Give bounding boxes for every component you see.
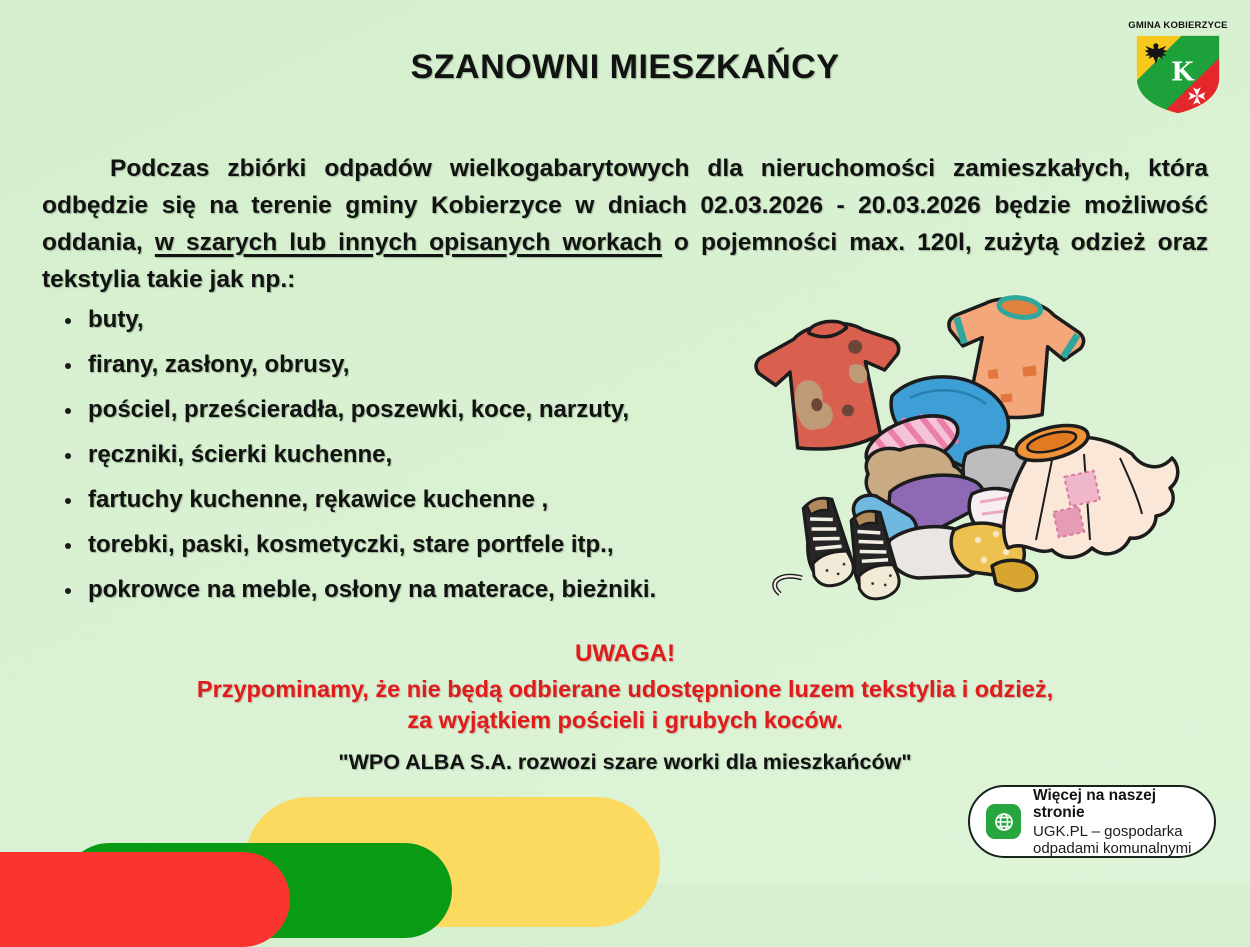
list-item: pościel, prześcieradła, poszewki, koce, narzuty, <box>60 396 740 424</box>
list-item: buty, <box>60 306 740 334</box>
page-title: SZANOWNI MIESZKAŃCY <box>410 48 840 86</box>
warning-line2: za wyjątkiem pościeli i grubych koców. <box>407 707 843 733</box>
intro-underlined: w szarych lub innych opisanych workach <box>154 229 662 256</box>
decorative-red-shape <box>0 852 290 947</box>
patched-skirt-icon <box>1004 419 1178 557</box>
intro-part1: Podczas zbiórki odpadów wielkogabarytowych dla nieruchomości zamieszkałych, która odbędzie się na terenie gminy Kobierzyce w dniach 02.03.2026 - 20.03.2026 będzie możliwość oddania, <box>42 155 1208 256</box>
intro-part2: o pojemności max. 120l, zużytą odzież oraz tekstylia takie jak np.: <box>42 229 1209 293</box>
list-item: ręczniki, ścierki kuchenne, <box>60 441 740 469</box>
badge-text <box>1033 787 1200 857</box>
list-item: firany, zasłony, obrusy, <box>60 351 740 379</box>
crest-monogram: K <box>1171 57 1194 88</box>
globe-icon <box>986 804 1021 839</box>
website-badge <box>968 785 1216 858</box>
list-item: fartuchy kuchenne, rękawice kuchenne , <box>60 486 740 514</box>
intro-paragraph <box>42 150 1208 298</box>
municipal-crest <box>1124 20 1232 115</box>
crest-caption: GMINA KOBIERZYCE <box>1128 20 1228 31</box>
badge-title: Więcej na naszej stronie <box>1033 786 1157 821</box>
list-item: pokrowce na meble, osłony na materace, bieżniki. <box>60 576 740 604</box>
badge-line1: UGK.PL – gospodarka <box>1033 822 1183 840</box>
warning-heading: UWAGA! <box>575 640 675 667</box>
coat-of-arms-icon <box>1135 34 1221 115</box>
badge-line2: odpadami komunalnymi <box>1033 839 1192 857</box>
warning-line1: Przypominamy, że nie będą odbierane udostępnione luzem tekstylia i odzież, <box>196 676 1054 702</box>
footer-note: "WPO ALBA S.A. rozwozi szare worki dla mieszkańców" <box>338 750 912 774</box>
textiles-list <box>60 306 740 621</box>
clothes-illustration <box>740 278 1180 628</box>
warning-block <box>0 638 1250 736</box>
list-item: torebki, paski, kosmetyczki, stare portfele itp., <box>60 531 740 559</box>
